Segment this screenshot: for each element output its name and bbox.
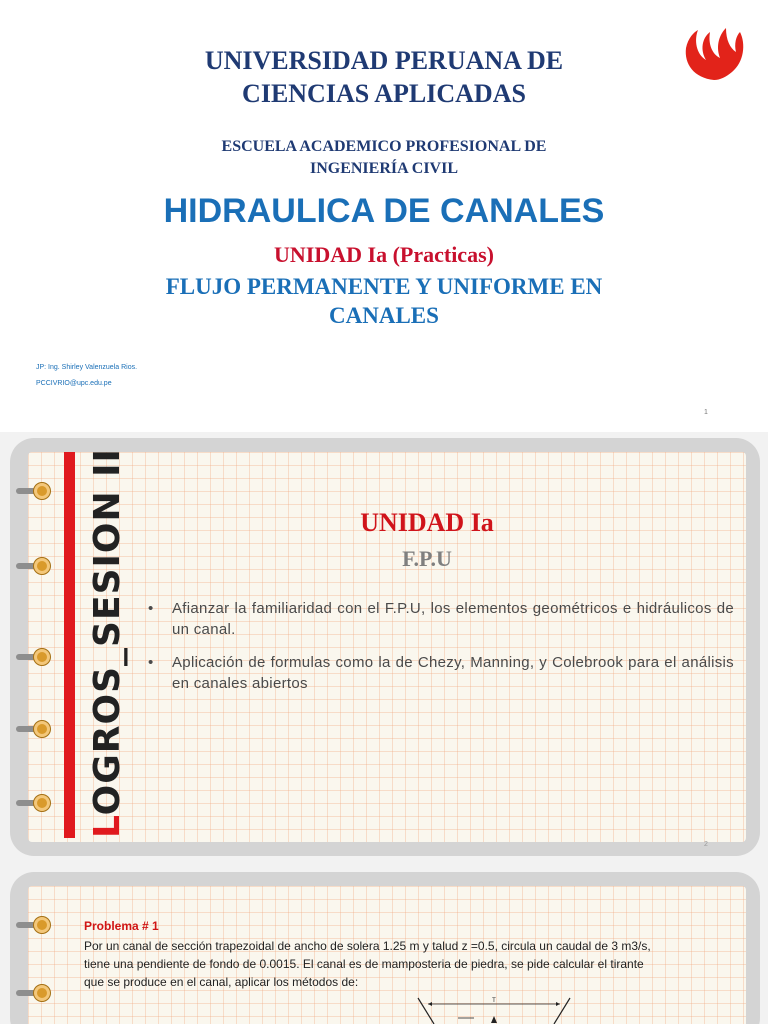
binder-ring-icon xyxy=(16,718,54,740)
trapezoid-channel-diagram xyxy=(410,996,580,1024)
topic-title: FLUJO PERMANENTE Y UNIFORME EN CANALES xyxy=(165,274,603,328)
bullet-icon: • xyxy=(148,654,154,671)
unit-subtitle: F.P.U xyxy=(402,546,452,571)
title-slide xyxy=(0,0,768,432)
binder-ring-icon xyxy=(16,792,54,814)
unit-title: UNIDAD Ia (Practicas) xyxy=(274,242,494,267)
binder-ring-icon xyxy=(16,982,54,1004)
bullet-icon: • xyxy=(148,600,154,617)
binder-ring-icon xyxy=(16,646,54,668)
instructor-name: JP: Ing. Shirley Valenzuela Rios. xyxy=(36,364,138,371)
instructor-email: PCCIVRIO@upc.edu.pe xyxy=(36,380,112,387)
diagram-label: T xyxy=(492,998,496,1004)
school-name: ESCUELA ACADEMICO PROFESIONAL DE INGENIERÍA CIVIL xyxy=(221,138,547,177)
binder-ring-icon xyxy=(16,914,54,936)
unit-heading: UNIDAD Ia xyxy=(360,508,494,537)
problem-statement: Por un canal de sección trapezoidal de ancho de solera 1.25 m y talud z =0.5, circula un caudal de 3 m3/s, tiene una pendiente de fondo de 0.0015. El canal es de mamposteria de piedra, se pide calcular el tirante que se produce en el canal, aplicar los métodos de: xyxy=(84,939,651,989)
page-number: 1 xyxy=(704,409,708,416)
side-title: LOGROS_SESION II xyxy=(87,448,128,838)
page-number: 2 xyxy=(704,841,708,848)
university-name: UNIVERSIDAD PERUANA DE CIENCIAS APLICADAS xyxy=(204,46,564,108)
list-item: • Aplicación de formulas como la de Chezy, Manning, y Colebrook para el análisis en canales abiertos xyxy=(148,654,734,692)
list-item: • Afianzar la familiaridad con el F.P.U, los elementos geométricos e hidráulicos de un canal. xyxy=(148,600,734,638)
objectives-list xyxy=(148,598,734,706)
course-title: HIDRAULICA DE CANALES xyxy=(163,192,605,230)
problem-title: Problema # 1 xyxy=(84,919,159,933)
binder-ring-icon xyxy=(16,480,54,502)
